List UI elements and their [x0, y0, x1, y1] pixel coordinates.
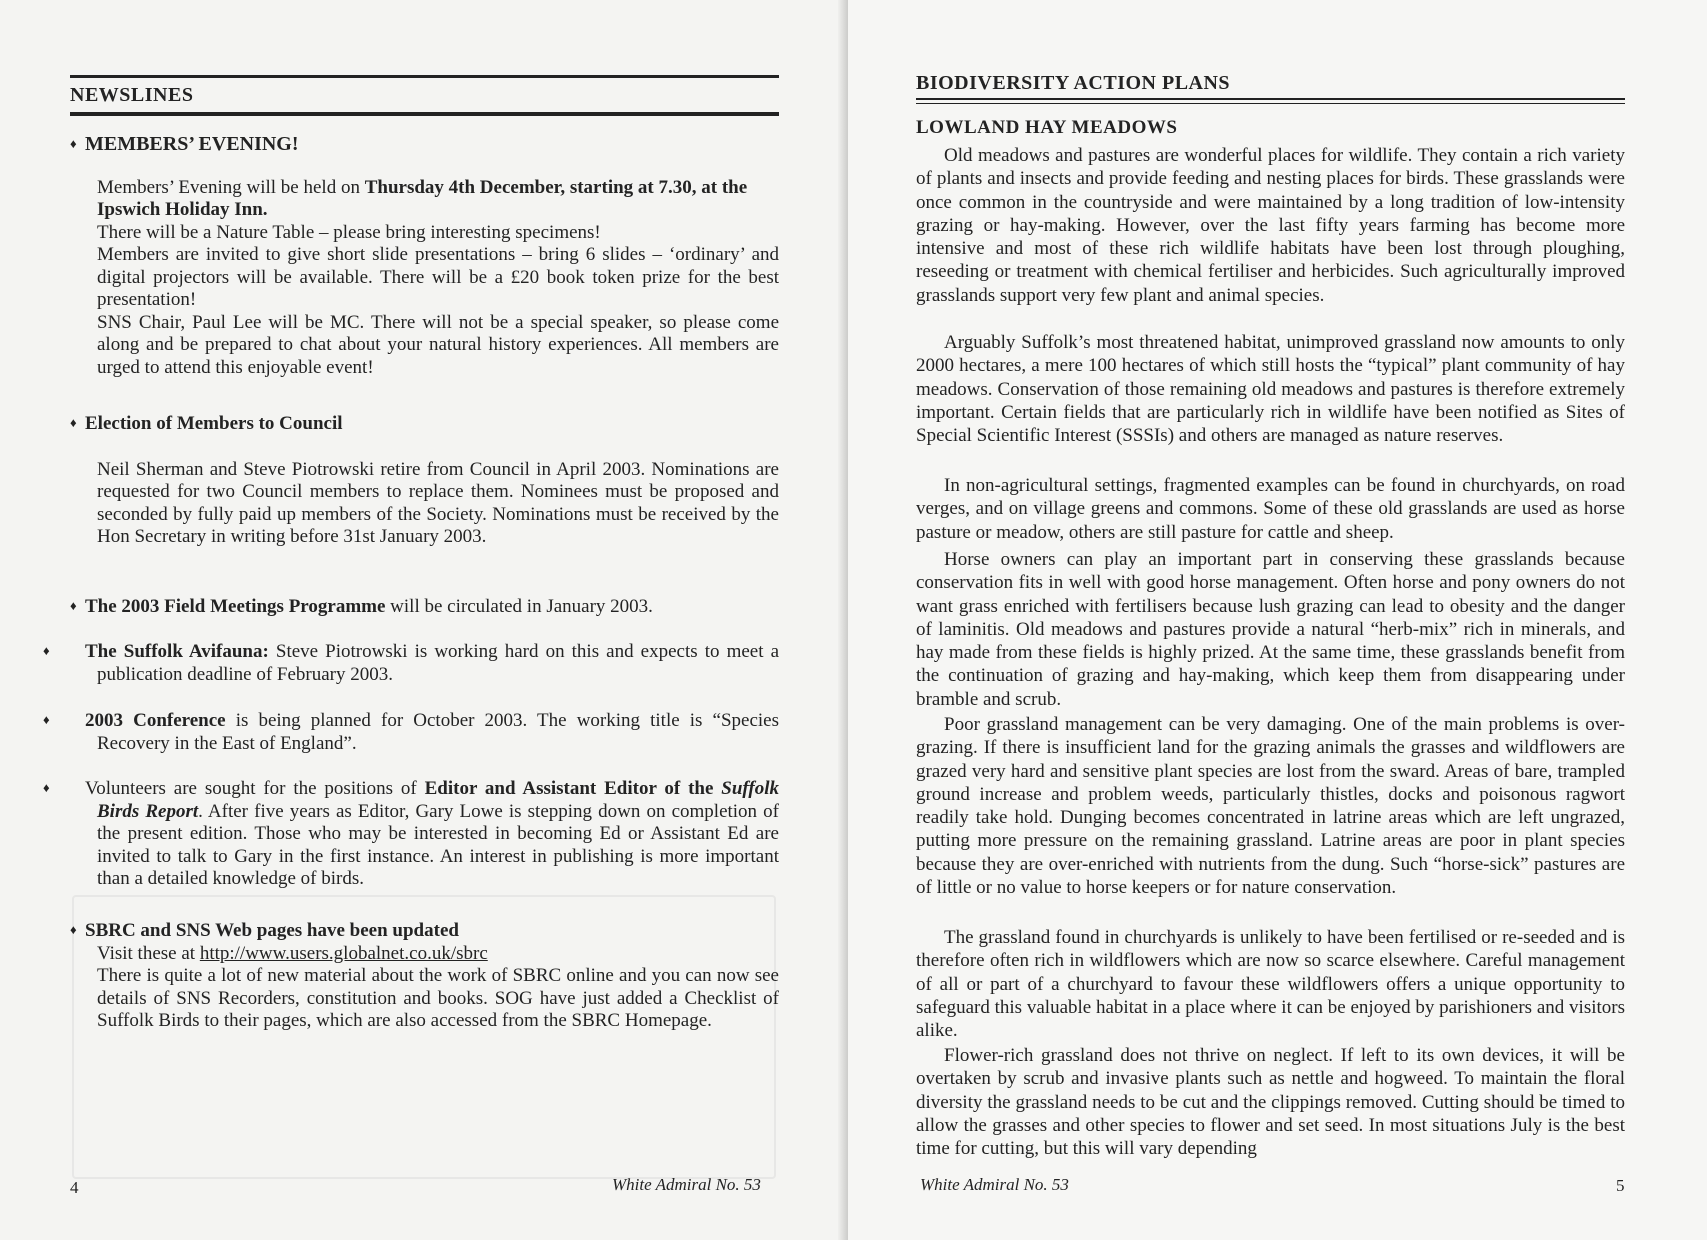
news-item-web-pages: ♦ SBRC and SNS Web pages have been updated Visit these at http://www.users.globalnet.co.uk/sbrc There is quite a lot of new material about the work of SBRC online and you can now see details of SNS Recorders, constitution and books. SOG have just added a Checklist of Suffolk Birds to their pages, which are also accessed from the SBRC Homepage. — [70, 920, 779, 1031]
top-rule — [70, 75, 779, 78]
news-item-conference: ♦ 2003 Conference is being planned for October 2003. The working title is “Species Recovery in the East of England”. — [43, 710, 779, 754]
paragraph: Arguably Suffolk’s most threatened habitat, unimproved grassland now amounts to only 2000 hectares, a mere 100 hectares of which still hosts the “typical” plant community of hay meadows. Conservation of those remaining old meadows and pastures is therefore extremely important. Certain fields that are particularly rich in wildlife have been notified as Sites of Special Scientific Interest (SSSIs) and others are managed as nature reserves. — [916, 332, 1625, 447]
news-item-avifauna: ♦ The Suffolk Avifauna: Steve Piotrowski is working hard on this and expects to meet a publication deadline of February 2003. — [43, 641, 780, 685]
publication-footer: White Admiral No. 53 — [612, 1175, 761, 1194]
item-line: There will be a Nature Table – please bring interesting specimens! — [97, 221, 601, 243]
item-heading: MEMBERS’ EVENING! — [85, 133, 299, 155]
diamond-bullet-icon: ♦ — [70, 136, 77, 151]
section-title: NEWSLINES — [70, 84, 194, 106]
diamond-bullet-icon: ♦ — [43, 643, 50, 658]
diamond-bullet-icon: ♦ — [70, 922, 77, 937]
paragraph: In non-agricultural settings, fragmented examples can be found in churchyards, on road verges, and on village greens and commons. Some of these old grasslands are used as horse pasture or meadow, others are still pasture for cattle and sheep. — [916, 475, 1625, 543]
diamond-bullet-icon: ♦ — [70, 415, 77, 430]
sbrc-link[interactable]: http://www.users.globalnet.co.uk/sbrc — [199, 942, 488, 964]
news-item-members-evening — [70, 133, 779, 379]
title-underline-thin — [916, 103, 1625, 104]
paragraph: Flower-rich grassland does not thrive on neglect. If left to its own devices, it will be overtaken by scrub and invasive plants such as nettle and hogweed. To maintain the floral diversity the grassland needs to be cut and the clippings removed. Cutting should be timed to allow the grasses and other species to flower and set seed. In most situations July is the best time for cutting, but this will vary depending — [916, 1045, 1625, 1160]
paragraph: Old meadows and pastures are wonderful places for wildlife. They contain a rich variety of plants and insects and provide feeding and nesting places for birds. These grasslands were once common in the countryside and were maintained by a long tradition of low-intensity grazing or hay-making. However, over the last fifty years farming has become more intensive and most of these rich wildlife habitats have been lost through ploughing, reseeding or treatment with chemical fertiliser and herbicides. Such agriculturally improved grasslands support very few plant and animal species. — [916, 145, 1625, 306]
item-body: There is quite a lot of new material about the work of SBRC online and you can now see details of SNS Recorders, constitution and books. SOG have just added a Checklist of Suffolk Birds to their pages, which are also accessed from the SBRC Homepage. — [97, 965, 779, 1031]
paragraph: The grassland found in churchyards is unlikely to have been fertilised or re-seeded and is therefore often rich in wildflowers which are now so scarce elsewhere. Careful management of all or part of a churchyard to favour these wildflowers offers a unique opportunity to safeguard this valuable habitat in a place where it can be enjoyed by parishioners and visitors alike. — [916, 927, 1625, 1042]
paragraph: Horse owners can play an important part in conserving these grasslands because conservation fits in well with good horse management. Often horse and pony owners do not want grass enriched with fertilisers because lush grazing can lead to obesity and the danger of laminitis. Old meadows and pastures provide a natural “herb-mix” rich in minerals, and hay made from these fields is highly prized. At the same time, these grasslands benefit from the continuation of grazing and hay-making, which keep them from disappearing under bramble and scrub. — [916, 549, 1625, 710]
subtitle: LOWLAND HAY MEADOWS — [916, 117, 1178, 138]
page-number: 4 — [70, 1178, 79, 1197]
diamond-bullet-icon: ♦ — [70, 598, 77, 613]
item-heading: Election of Members to Council — [85, 413, 343, 434]
item-line: Members’ Evening will be held on Thursday 4th December, starting at 7.30, at the Ipswich Holiday Inn. — [97, 176, 748, 220]
left-page — [0, 0, 848, 1240]
item-line: Members are invited to give short slide presentations – bring 6 slides – ‘ordinary’ and digital projectors will be available. There will be a £20 book token prize for the best presentation! — [97, 244, 779, 310]
title-underline — [916, 98, 1625, 100]
item-heading: SBRC and SNS Web pages have been updated — [85, 920, 459, 941]
item-body: Neil Sherman and Steve Piotrowski retire from Council in April 2003. Nominations are requested for two Council members to replace them. Nominees must be proposed and seconded by fully paid up members of the Society. Nominations must be received by the Hon Secretary in writing before 31st January 2003. — [97, 458, 779, 547]
paragraph: Poor grassland management can be very damaging. One of the main problems is over-grazing. If there is insufficient land for the grazing animals the grasses and wildflowers are grazed very hard and sensitive plant species are lost from the sward. Areas of bare, trampled ground increase and problem weeds, particularly thistles, docks and poisonous ragwort readily take hold. Dunging becomes concentrated in latrine areas which are left ungrazed, putting more pressure on the remaining grassland. Latrine areas are poor in plant species because they are over-enriched with nutrients from the dung. Such “horse-sick” pastures are of little or no value to horse keepers or for nature conservation. — [916, 714, 1625, 899]
right-page — [848, 0, 1707, 1240]
diamond-bullet-icon: ♦ — [43, 780, 50, 795]
news-item-election — [70, 412, 779, 549]
title-underline — [70, 112, 779, 116]
section-title: BIODIVERSITY ACTION PLANS — [916, 72, 1231, 94]
news-item-volunteers: ♦ Volunteers are sought for the positions of Editor and Assistant Editor of the Suffolk Birds Report. After five years as Editor, Gary Lowe is stepping down on completion of the present edition. Those who may be interested in becoming Ed or Assistant Ed are invited to talk to Gary in the first instance. An interest in publishing is more important than a detailed knowledge of birds. — [43, 778, 779, 889]
news-item-field-meetings: ♦ The 2003 Field Meetings Programme will be circulated in January 2003. — [70, 596, 653, 617]
page-number: 5 — [1616, 1176, 1625, 1195]
item-line: SNS Chair, Paul Lee will be MC. There will not be a special speaker, so please come along and be prepared to chat about your natural history experiences. All members are urged to attend this enjoyable event! — [97, 311, 779, 378]
diamond-bullet-icon: ♦ — [43, 712, 50, 727]
publication-footer: White Admiral No. 53 — [920, 1175, 1069, 1194]
